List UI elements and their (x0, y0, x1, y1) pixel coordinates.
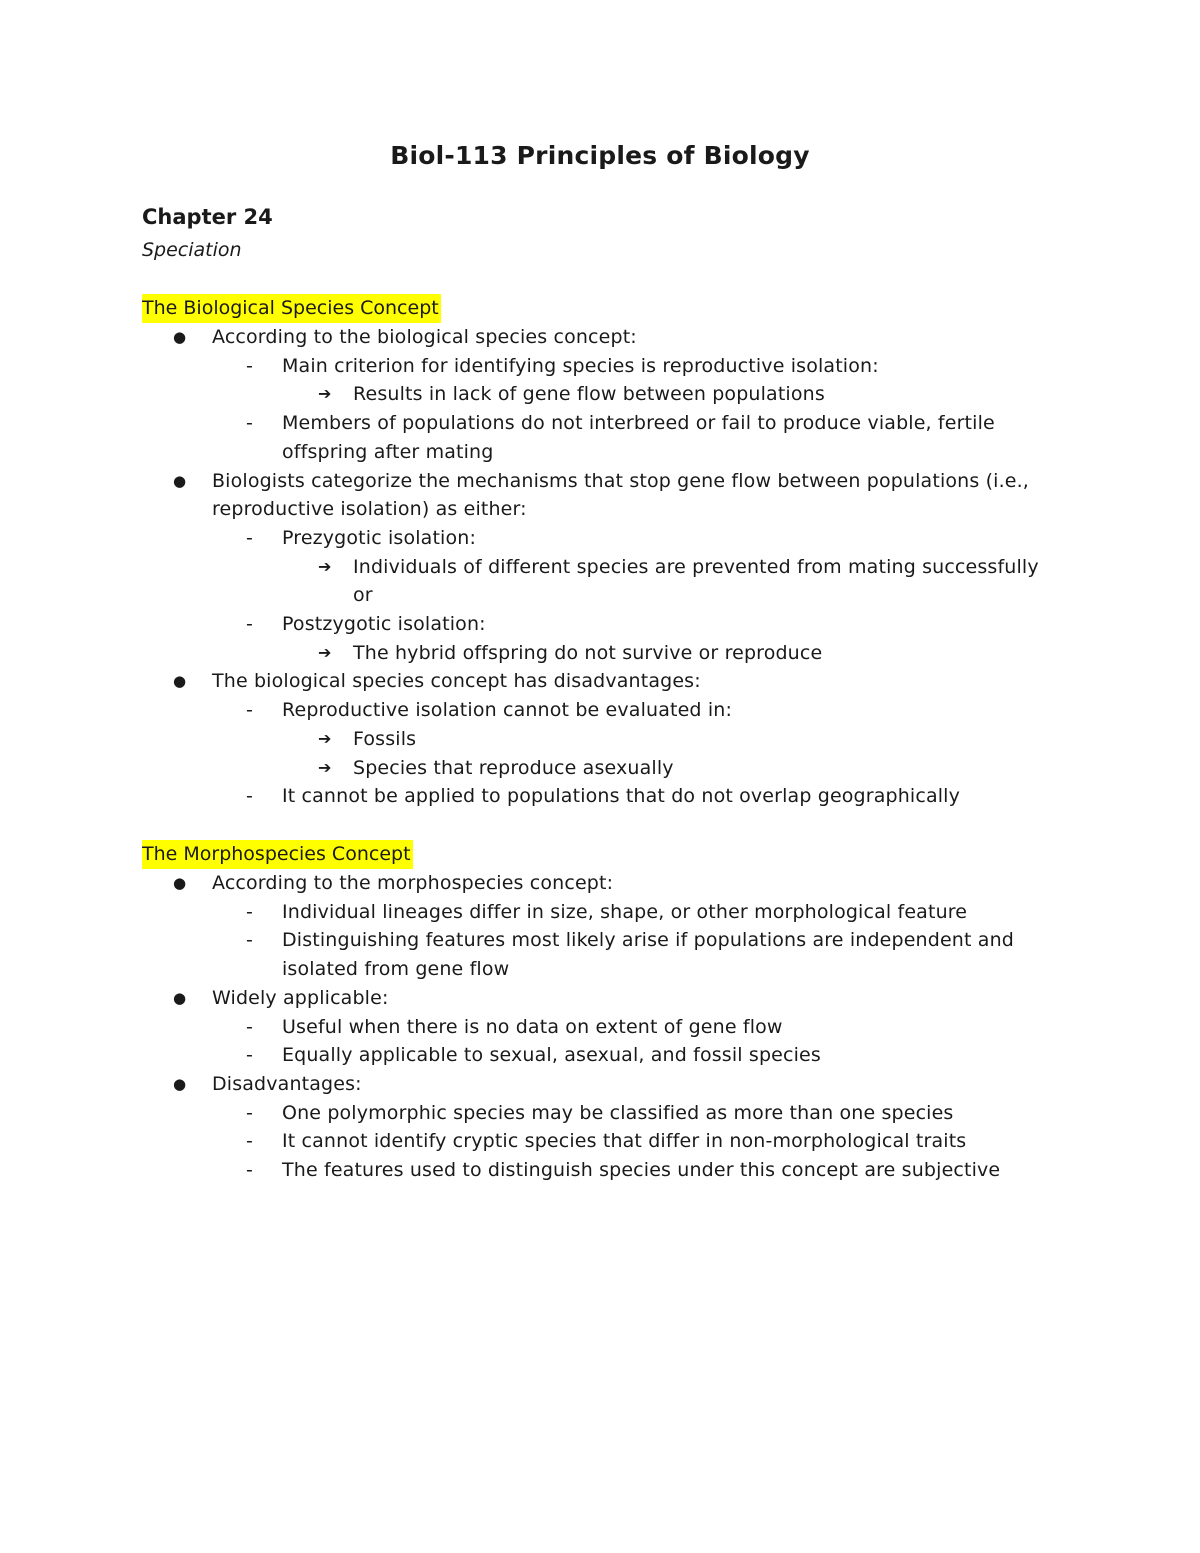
bullet-icon: ● (173, 328, 187, 346)
arrow-right-icon: ➔ (318, 556, 332, 576)
list-item (142, 1127, 1062, 1156)
dash-icon: - (246, 900, 254, 923)
dash-icon: - (246, 699, 254, 722)
dash-icon: - (246, 412, 254, 435)
section-heading: The Morphospecies Concept (142, 840, 413, 869)
list-item (142, 667, 1062, 696)
list-item-text: Species that reproduce asexually (353, 756, 674, 779)
dash-icon: - (246, 526, 254, 549)
list-item-text: According to the morphospecies concept: (212, 872, 614, 894)
list-item-text: Results in lack of gene flow between populations (353, 383, 825, 406)
list-item-text: Reproductive isolation cannot be evaluated in: (282, 699, 733, 722)
arrow-right-icon: ➔ (318, 728, 332, 748)
list-item-text: Members of populations do not interbreed or fail to produce viable, fertile offspring after mating (282, 412, 995, 463)
section-heading: The Biological Species Concept (142, 294, 441, 323)
list-item-text: Equally applicable to sexual, asexual, and fossil species (282, 1044, 821, 1067)
list-item-text: Widely applicable: (212, 986, 389, 1009)
list-item (142, 1041, 1062, 1070)
chapter-heading: Chapter 24 (142, 205, 273, 229)
section-morphospecies-concept (142, 840, 1062, 1185)
list-item-text: Postzygotic isolation: (282, 613, 486, 636)
list-item (142, 553, 1062, 610)
arrow-right-icon: ➔ (318, 757, 332, 777)
list-item (142, 984, 1062, 1013)
list-item-text: Disadvantages: (212, 1072, 362, 1095)
list-item-text: The biological species concept has disadvantages: (212, 670, 701, 693)
list-item (142, 898, 1062, 927)
list-item-text: Fossils (353, 727, 417, 750)
list-item (142, 869, 1062, 898)
list-item-text: The features used to distinguish species under this concept are subjective (282, 1159, 1001, 1182)
dash-icon: - (246, 354, 254, 377)
list-item (142, 1070, 1062, 1099)
list-item (142, 926, 1062, 983)
chapter-subtitle: Speciation (142, 239, 242, 261)
list-item-text: Individual lineages differ in size, shape, or other morphological feature (282, 900, 968, 923)
list-item (142, 380, 1062, 409)
list-item-text: Prezygotic isolation: (282, 526, 476, 549)
list-item (142, 696, 1062, 725)
bullet-icon: ● (173, 672, 187, 691)
dash-icon: - (246, 1130, 254, 1153)
list-item (142, 409, 1062, 466)
bullet-icon: ● (173, 471, 187, 490)
list-item (142, 524, 1062, 553)
list-item-text: The hybrid offspring do not survive or reproduce (353, 641, 823, 664)
dash-icon: - (246, 785, 254, 808)
list-item (142, 639, 1062, 668)
list-item (142, 352, 1062, 381)
list-item-text: According to the biological species concept: (212, 326, 637, 348)
dash-icon: - (246, 1101, 254, 1124)
dash-icon: - (246, 1044, 254, 1067)
list-item-text: It cannot identify cryptic species that differ in non-morphological traits (282, 1130, 967, 1153)
list-item (142, 725, 1062, 754)
list-item (142, 467, 1062, 524)
arrow-right-icon: ➔ (318, 642, 332, 662)
list-item-text: Useful when there is no data on extent of gene flow (282, 1015, 783, 1038)
list-item (142, 1013, 1062, 1042)
list-item-text: Biologists categorize the mechanisms that stop gene flow between populations (i.e., reproductive isolation) as either: (212, 469, 1029, 521)
dash-icon: - (246, 613, 254, 636)
bullet-icon: ● (173, 988, 187, 1007)
dash-icon: - (246, 1159, 254, 1182)
list-item-text: One polymorphic species may be classified as more than one species (282, 1101, 954, 1124)
list-item-text: Main criterion for identifying species is reproductive isolation: (282, 354, 879, 377)
list-item (142, 1099, 1062, 1128)
dash-icon: - (246, 1015, 254, 1038)
list-item (142, 782, 1062, 811)
list-item-text: Individuals of different species are prevented from mating successfully or (353, 555, 1039, 607)
section-biological-species-concept (142, 294, 1062, 811)
list-item-text: It cannot be applied to populations that do not overlap geographically (282, 785, 960, 808)
bullet-icon: ● (173, 874, 187, 892)
arrow-right-icon: ➔ (318, 384, 332, 404)
section-list (142, 869, 1062, 1185)
list-item-text: Distinguishing features most likely arise if populations are independent and isolated from gene flow (282, 929, 1014, 981)
list-item (142, 610, 1062, 639)
document-title: Biol-113 Principles of Biology (390, 141, 810, 170)
list-item (142, 323, 1062, 352)
list-item (142, 1156, 1062, 1185)
section-list (142, 323, 1062, 811)
bullet-icon: ● (173, 1074, 187, 1093)
list-item (142, 754, 1062, 783)
dash-icon: - (246, 929, 254, 952)
